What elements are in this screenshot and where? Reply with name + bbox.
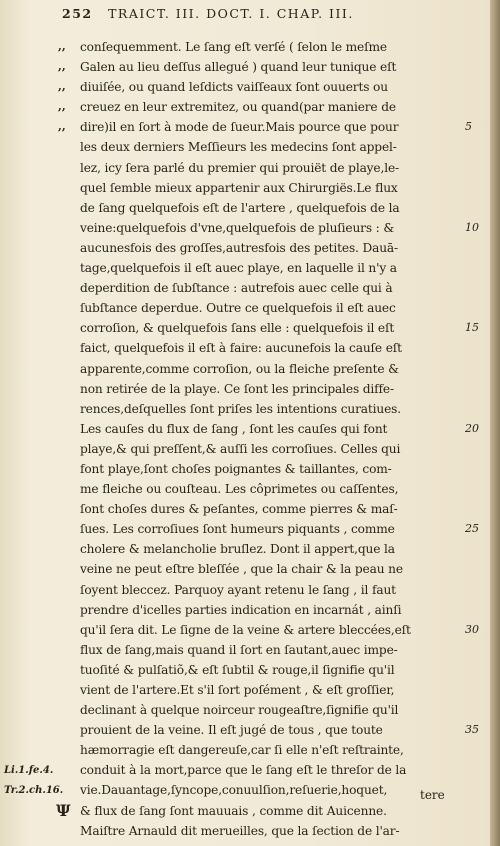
text-line: les deux derniers Meſſieurs les medecins ſont appel- — [80, 140, 397, 155]
quotation-mark: ,, — [58, 120, 66, 134]
text-line: rences,deſquelles ſont priſes les intentions curatiues. — [80, 401, 401, 416]
text-line: cholere & melancholie bruſlez. Dont il appert,que la — [80, 542, 395, 557]
text-line: hæmorragie eſt dangereuſe,car ſi elle n'eſt reſtrainte, — [80, 743, 404, 758]
text-line: Maiſtre Arnauld dit merueilles, que la ſection de l'ar- — [80, 823, 400, 838]
text-line: creuez en leur extremitez, ou quand(par maniere de — [80, 100, 396, 115]
text-line: tuoſité & pulſatiõ,& eſt ſubtil & rouge,il ſignifie qu'il — [80, 662, 395, 677]
text-line: apparente,comme corroſion, ou la fleiche preſente & — [80, 361, 399, 376]
quotation-mark: ,, — [58, 40, 66, 53]
text-line: prendre d'icelles parties indication en incarnát , ainſi — [80, 602, 402, 617]
page-number: 252 — [62, 6, 93, 21]
line-number: 5 — [465, 120, 472, 134]
line-number: 20 — [465, 421, 479, 435]
catchword: tere — [420, 788, 445, 802]
quotation-mark: ,, — [58, 60, 66, 74]
text-line: font playe,ſont choſes poignantes & taillantes, com- — [80, 461, 392, 476]
text-line: vient de l'artere.Et s'il ſort poſément , & eſt groſſier, — [80, 683, 395, 697]
line-number: 30 — [465, 622, 479, 636]
text-line: flux de ſang,mais quand il ſort en ſautant,auec impe- — [80, 642, 398, 657]
text-line: veine ne peut eſtre bleſſée , que la chair & la peau ne — [80, 562, 403, 577]
text-line: non retirée de la playe. Ce ſont les principales diffe- — [80, 381, 394, 396]
body-text — [80, 37, 462, 841]
margin-note: Tr.2.ch.16. — [4, 784, 64, 796]
line-number: 10 — [465, 220, 479, 234]
text-line: conduit à la mort,parce que le ſang eſt le threſor de la — [80, 763, 407, 778]
text-line: dire)il en ſort à mode de ſueur.Mais pource que pour — [80, 120, 399, 135]
text-line: ſoyent bleccez. Parquoy ayant retenu le ſang , il faut — [80, 582, 396, 597]
text-line: corroſion, & quelquefois ſans elle : quelquefois il eſt — [80, 321, 395, 336]
text-line: me fleiche ou couſteau. Les côprimetes ou caſſentes, — [80, 482, 399, 497]
text-line: Galen au lieu deſſus allegué ) quand leur tunique eſt — [80, 60, 397, 75]
text-line: ſubſtance deperdue. Outre ce quelquefois il eſt auec — [80, 301, 396, 316]
quotation-mark: ,, — [58, 100, 66, 114]
running-header — [62, 6, 462, 21]
text-line: vie.Dauantage,ſyncope,conuulſion,reſuerie,hoquet, — [80, 783, 388, 798]
line-number: 15 — [465, 321, 479, 335]
margin-glyph: Ψ — [56, 800, 71, 820]
text-line: aucunesfois des groſſes,autresfois des petites. Dauā- — [80, 240, 399, 255]
text-line: deperdition de ſubſtance : autrefois auec celle qui à — [80, 281, 393, 296]
text-line: faict, quelquefois il eſt à faire: aucunefois la cauſe eſt — [80, 341, 402, 356]
text-line: prouient de la veine. Il eſt jugé de tous , que toute — [80, 723, 383, 738]
page-spine-edge — [490, 0, 500, 846]
text-line: declinant à quelque noirceur rougeaſtre,ſignifie qu'il — [80, 703, 399, 718]
text-line: ſont choſes dures & peſantes, comme pierres & maſ- — [80, 502, 398, 517]
text-line: Les cauſes du flux de ſang , ſont les cauſes qui font — [80, 421, 388, 436]
line-number: 35 — [465, 723, 479, 737]
text-line: conſequemment. Le ſang eſt verſé ( ſelon le meſme — [80, 40, 387, 54]
text-line: de ſang quelquefois eſt de l'artere , quelquefois de la — [80, 200, 400, 215]
text-line: playe,& qui preſſent,& auſſi les corroſiues. Celles qui — [80, 441, 401, 456]
text-line: diuiſée, ou quand leſdicts vaiſſeaux ſont ouuerts ou — [80, 80, 388, 95]
text-line: tage,quelquefois il eſt auec playe, en laquelle il n'y a — [80, 261, 397, 276]
text-line: ſues. Les corroſiues ſont humeurs piquants , comme — [80, 522, 395, 537]
margin-note: Li.1.fe.4. — [4, 764, 54, 776]
running-title: TRAICT. III. DOCT. I. CHAP. III. — [108, 6, 354, 21]
text-line: qu'il ſera dit. Le ſigne de la veine & artere bleccées,eſt — [80, 622, 411, 637]
quotation-mark: ,, — [58, 80, 66, 94]
text-line: quel ſemble mieux appartenir aux Chirurgiës.Le flux — [80, 180, 398, 195]
line-number: 25 — [465, 522, 479, 536]
text-line: lez, icy ſera parlé du premier qui prouiët de playe,le- — [80, 160, 399, 175]
text-line: & flux de ſang ſont mauuais , comme dit Auicenne. — [80, 803, 387, 818]
text-line: veine:quelquefois d'vne,quelquefois de pluſieurs : & — [80, 220, 395, 235]
